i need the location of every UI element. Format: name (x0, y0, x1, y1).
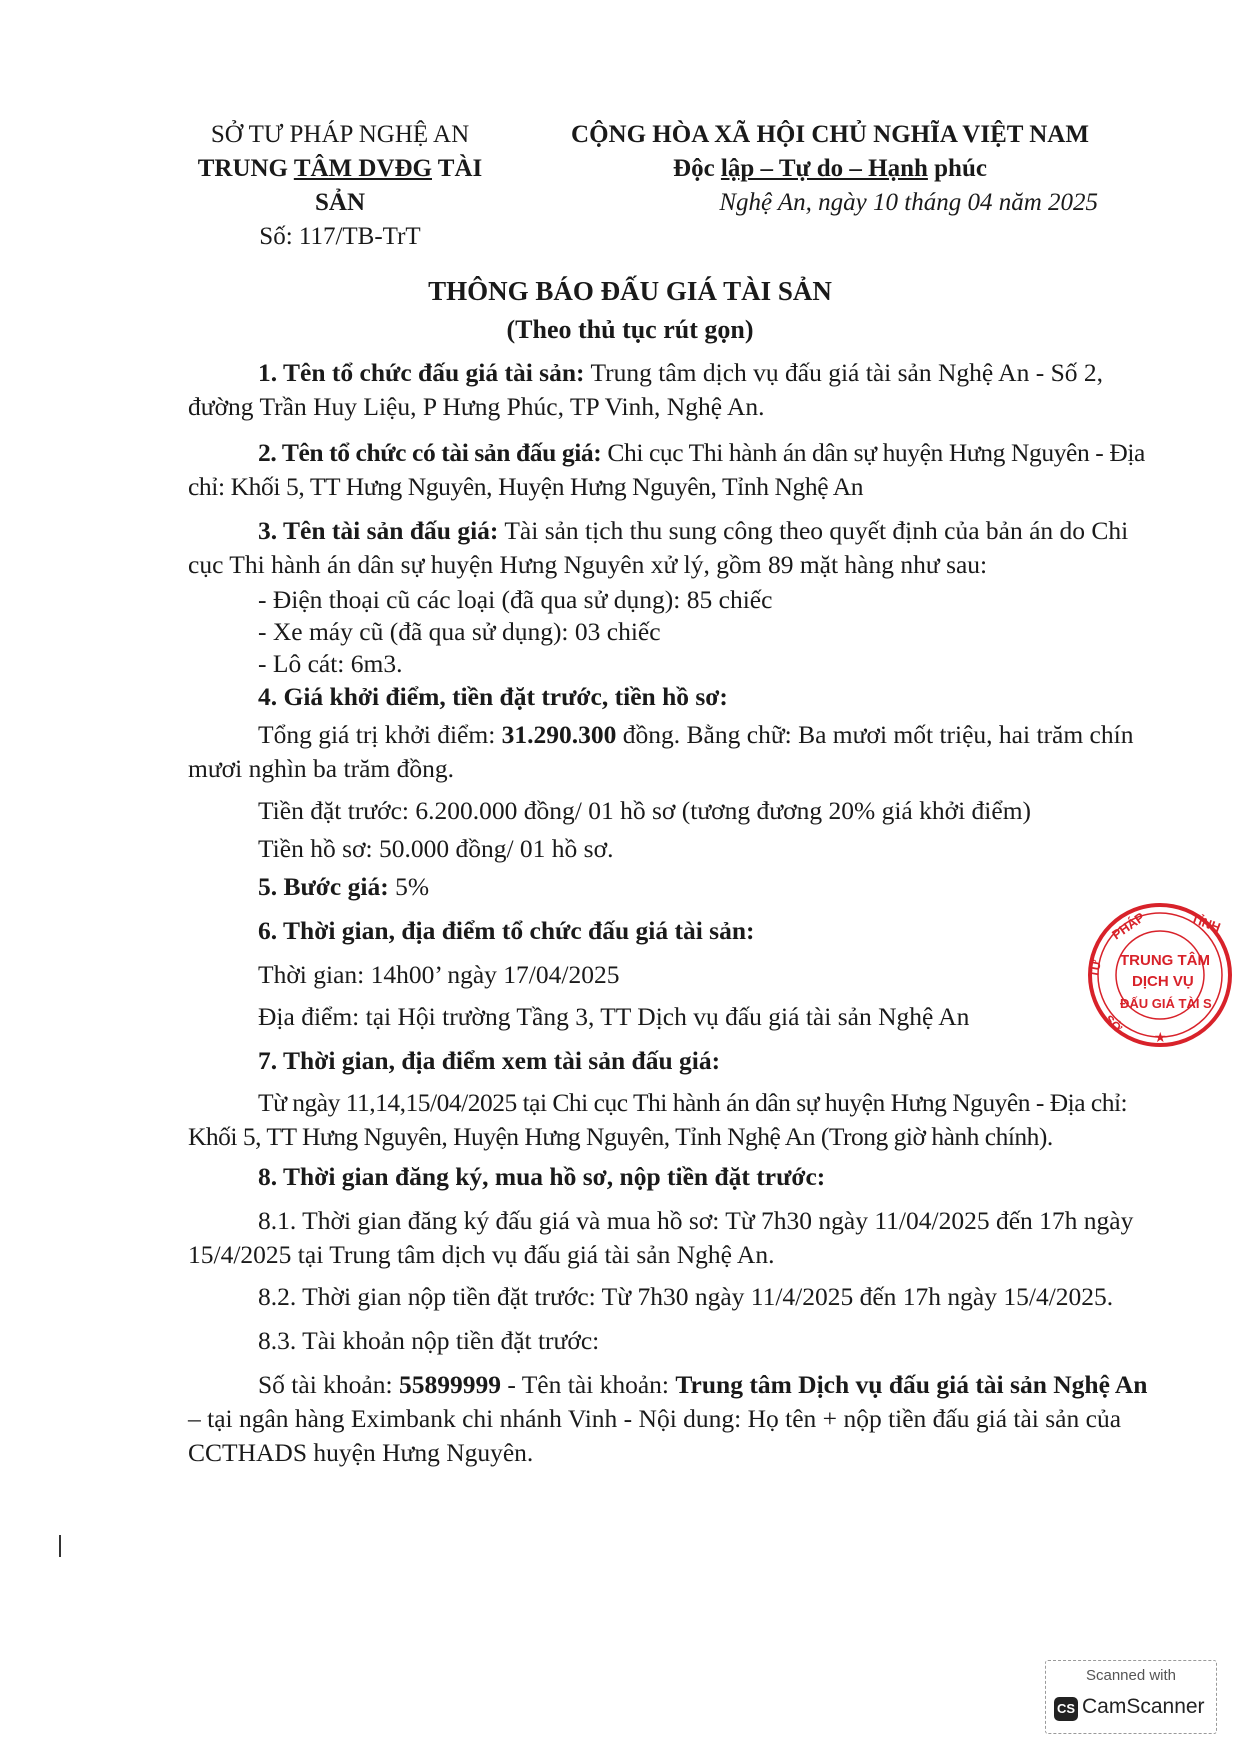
stamp-center-line1: TRUNG TÂM (1120, 952, 1210, 969)
stamp-center-line2: DỊCH VỤ (1132, 973, 1194, 990)
section-7-heading: 7. Thời gian, địa điểm xem tài sản đấu giá: (258, 1046, 721, 1075)
stamp-center-line3: ĐẤU GIÁ TÀI S (1120, 996, 1212, 1011)
section-3: 3. Tên tài sản đấu giá: Tài sản tịch thu sung công theo quyết định của bản án do Chi cục Thi hành án dân sự huyện Hưng Nguyên xử lý, gồm 89 mặt hàng như sau: (188, 516, 1129, 579)
stamp-seal-icon (1068, 900, 1258, 1050)
section-4-heading: 4. Giá khởi điểm, tiền đặt trước, tiền hồ sơ: (258, 682, 728, 711)
section-8-heading: 8. Thời gian đăng ký, mua hồ sơ, nộp tiền đặt trước: (258, 1162, 826, 1191)
deposit-amount: Tiền đặt trước: 6.200.000 đồng/ 01 hồ sơ (tương đương 20% giá khởi điểm) (258, 796, 1032, 825)
stamp-star-icon: ★ (1154, 1030, 1167, 1046)
viewing-details: Từ ngày 11,14,15/04/2025 tại Chi cục Thi hành án dân sự huyện Hưng Nguyên - Địa chỉ: Khối 5, TT Hưng Nguyên, Huyện Hưng Nguyên, Tỉnh Nghệ An (Trong giờ hành chính). (188, 1088, 1128, 1151)
document-number: Số: 117/TB-TrT (259, 223, 421, 250)
camscanner-logo-icon: CS (1054, 1697, 1078, 1721)
section-6-heading: 6. Thời gian, địa điểm tổ chức đấu giá tài sản: (258, 916, 755, 945)
page-title: THÔNG BÁO ĐẤU GIÁ TÀI SẢN (428, 276, 832, 306)
dossier-fee: Tiền hồ sơ: 50.000 đồng/ 01 hồ sơ. (258, 834, 614, 863)
header-right-national (560, 118, 1100, 220)
asset-item: - Điện thoại cũ các loại (đã qua sử dụng): 85 chiếc (258, 585, 773, 614)
scan-artifact (59, 1535, 61, 1557)
ministry-name: SỞ TƯ PHÁP NGHỆ AN (210, 121, 470, 148)
asset-item: - Lô cát: 6m3. (258, 649, 403, 678)
page-subtitle: (Theo thủ tục rút gọn) (506, 315, 754, 344)
header-left-agency (170, 118, 510, 254)
stamp-bottom-text: SỞ (1101, 1012, 1125, 1036)
center-name: TRUNG TÂM DVĐG TÀI SẢN (197, 155, 483, 216)
stamp-left-text: TƯ (1087, 959, 1104, 979)
camscanner-watermark (1045, 1660, 1217, 1734)
registration-period: 8.1. Thời gian đăng ký đấu giá và mua hồ sơ: Từ 7h30 ngày 11/04/2025 đến 17h ngày 15/4/2025 tại Trung tâm dịch vụ đấu giá tài sản Nghệ An. (188, 1206, 1134, 1269)
national-motto: Độc lập – Tự do – Hạnh phúc (673, 155, 987, 182)
stamp-right-text: TỈNH (1188, 910, 1223, 936)
section-1: 1. Tên tổ chức đấu giá tài sản: Trung tâm dịch vụ đấu giá tài sản Nghệ An - Số 2, đường Trần Huy Liệu, P Hưng Phúc, TP Vinh, Nghệ An. (188, 358, 1104, 421)
watermark-brand: CamScanner (1082, 1695, 1205, 1718)
deposit-account-details: Số tài khoản: 55899999 - Tên tài khoản: Trung tâm Dịch vụ đấu giá tài sản Nghệ An – tại ngân hàng Eximbank chi nhánh Vinh - Nội dung: Họ tên + nộp tiền đấu giá tài sản của CCTHADS huyện Hưng Nguyên. (188, 1370, 1148, 1467)
national-name: CỘNG HÒA XÃ HỘI CHỦ NGHĨA VIỆT NAM (571, 121, 1089, 148)
auction-time: Thời gian: 14h00’ ngày 17/04/2025 (258, 960, 620, 989)
watermark-caption: Scanned with (1085, 1667, 1177, 1684)
section-2: 2. Tên tổ chức có tài sản đấu giá: Chi cục Thi hành án dân sự huyện Hưng Nguyên - Địa chỉ: Khối 5, TT Hưng Nguyên, Huyện Hưng Nguyên, Tỉnh Nghệ An (188, 438, 1145, 501)
section-5: 5. Bước giá: 5% (258, 872, 430, 901)
deposit-account-heading: 8.3. Tài khoản nộp tiền đặt trước: (258, 1326, 600, 1355)
document-date: Nghệ An, ngày 10 tháng 04 năm 2025 (719, 189, 1098, 216)
starting-price: Tổng giá trị khởi điểm: 31.290.300 đồng. Bằng chữ: Ba mươi mốt triệu, hai trăm chín mươi nghìn ba trăm đồng. (188, 720, 1134, 783)
deposit-period: 8.2. Thời gian nộp tiền đặt trước: Từ 7h30 ngày 11/4/2025 đến 17h ngày 15/4/2025. (258, 1282, 1114, 1311)
auction-place: Địa điểm: tại Hội trường Tầng 3, TT Dịch vụ đấu giá tài sản Nghệ An (258, 1002, 970, 1031)
official-stamp (1068, 900, 1223, 1050)
stamp-top-text: PHÁP (1109, 909, 1148, 943)
asset-item: - Xe máy cũ (đã qua sử dụng): 03 chiếc (258, 617, 661, 646)
